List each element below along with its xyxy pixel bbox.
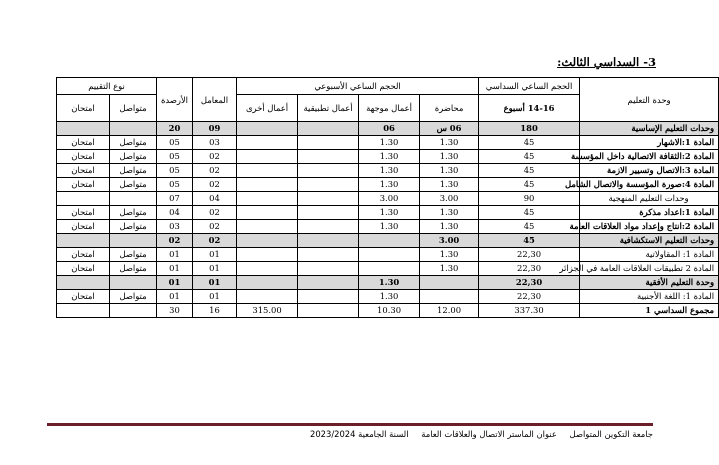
directed-hours: 1.30 (359, 136, 420, 150)
header-exam: امتحان (57, 95, 110, 122)
directed-hours: 1.30 (359, 206, 420, 220)
header-credits: الأرصدة (157, 78, 193, 122)
other-hours (237, 276, 298, 290)
table-body (57, 122, 719, 318)
lecture-hours: 1.30 (420, 262, 479, 276)
practical-hours (298, 234, 359, 248)
coefficient: 04 (193, 192, 237, 206)
row-name (580, 164, 719, 178)
subject-label: المادة 1: (681, 137, 715, 147)
directed-hours: 3.00 (359, 192, 420, 206)
row-name: المادة 2 تطبيقات العلاقات العامة في الجزائر (580, 262, 719, 276)
credits: 01 (157, 248, 193, 262)
total-row (57, 304, 719, 318)
header-weeks: 14-16 أسبوع (479, 95, 580, 122)
coefficient: 02 (193, 164, 237, 178)
credits: 05 (157, 164, 193, 178)
credits: 01 (157, 262, 193, 276)
other-hours (237, 220, 298, 234)
subject-name: الاشهار (657, 137, 682, 147)
row-name: وحدة التعليم الأفقية (580, 276, 719, 290)
subject-name: الثقافة الاتصالية داخل المؤسسة (570, 151, 682, 161)
exam-eval: امتحان (57, 178, 110, 192)
continuous-eval: متواصل (110, 220, 157, 234)
continuous-eval (110, 304, 157, 318)
header-evaluation: نوع التقييم (57, 78, 157, 95)
semester-hours: 22,30 (479, 262, 580, 276)
exam-eval: امتحان (57, 290, 110, 304)
subject-label: المادة 3: (681, 165, 715, 175)
lecture-hours: 1.30 (420, 220, 479, 234)
coefficient: 03 (193, 136, 237, 150)
footer-rule (47, 423, 653, 426)
practical-hours (298, 164, 359, 178)
exam-eval: امتحان (57, 150, 110, 164)
directed-hours (359, 234, 420, 248)
lecture-hours (420, 276, 479, 290)
coefficient: 01 (193, 262, 237, 276)
semester-hours: 45 (479, 206, 580, 220)
semester-hours: 180 (479, 122, 580, 136)
exam-eval (57, 276, 110, 290)
header-semester-volume: الحجم الساعي السداسي (479, 78, 580, 95)
directed-hours: 10.30 (359, 304, 420, 318)
page-footer (300, 429, 653, 439)
coefficient: 02 (193, 220, 237, 234)
semester-hours: 45 (479, 136, 580, 150)
directed-hours: 1.30 (359, 290, 420, 304)
table-row (57, 262, 719, 276)
row-name (569, 220, 719, 234)
directed-hours: 1.30 (359, 220, 420, 234)
continuous-eval: متواصل (110, 150, 157, 164)
coefficient: 02 (193, 150, 237, 164)
continuous-eval (110, 234, 157, 248)
other-hours (237, 262, 298, 276)
credits: 07 (157, 192, 193, 206)
credits: 05 (157, 178, 193, 192)
row-name: وحدات التعليم المنهجية (580, 192, 719, 206)
coefficient: 01 (193, 290, 237, 304)
continuous-eval: متواصل (110, 290, 157, 304)
other-hours (237, 122, 298, 136)
lecture-hours (420, 290, 479, 304)
row-name (565, 178, 719, 192)
table-row (57, 248, 719, 262)
continuous-eval: متواصل (110, 178, 157, 192)
subject-label: المادة 2: (681, 151, 715, 161)
exam-eval: امتحان (57, 136, 110, 150)
directed-hours (359, 262, 420, 276)
credits: 02 (157, 234, 193, 248)
practical-hours (298, 136, 359, 150)
credits: 30 (157, 304, 193, 318)
exam-eval (57, 122, 110, 136)
header-unit: وحدة التعليم (580, 78, 719, 122)
coefficient: 01 (193, 276, 237, 290)
lecture-hours: 1.30 (420, 136, 479, 150)
practical-hours (298, 192, 359, 206)
other-hours (237, 178, 298, 192)
practical-hours (298, 206, 359, 220)
practical-hours (298, 262, 359, 276)
subject-name: الاتصال وتسيير الازمة (607, 165, 682, 175)
lecture-hours: 1.30 (420, 150, 479, 164)
lecture-hours: 1.30 (420, 164, 479, 178)
row-name: مجموع السداسي 1 (580, 304, 719, 318)
exam-eval: امتحان (57, 206, 110, 220)
row-name (570, 150, 719, 164)
practical-hours (298, 276, 359, 290)
semester-hours: 45 (479, 220, 580, 234)
coefficient: 02 (193, 178, 237, 192)
continuous-eval: متواصل (110, 164, 157, 178)
exam-eval (57, 192, 110, 206)
table-row (57, 136, 719, 150)
curriculum-table (56, 77, 719, 318)
practical-hours (298, 150, 359, 164)
other-hours: 315.00 (237, 304, 298, 318)
section-row (57, 192, 719, 206)
credits: 01 (157, 290, 193, 304)
footer-year: السنة الجامعية 2023/2024 (310, 429, 409, 439)
table-row (57, 164, 719, 178)
row-name: وحدات التعليم الإساسية (580, 122, 719, 136)
continuous-eval (110, 122, 157, 136)
table-row (57, 178, 719, 192)
subject-label: المادة 1: (681, 207, 715, 217)
footer-master-title: عنوان الماستر الاتصال والعلاقات العامة (421, 429, 557, 439)
directed-hours: 1.30 (359, 276, 420, 290)
coefficient: 02 (193, 234, 237, 248)
exam-eval (57, 304, 110, 318)
section-row (57, 234, 719, 248)
other-hours (237, 164, 298, 178)
credits: 01 (157, 276, 193, 290)
lecture-hours: 1.30 (420, 178, 479, 192)
coefficient: 01 (193, 248, 237, 262)
credits: 05 (157, 150, 193, 164)
row-name (580, 206, 719, 220)
table-row (57, 206, 719, 220)
subject-name: صورة المؤسسة والاتصال الشامل (565, 179, 682, 189)
continuous-eval: متواصل (110, 262, 157, 276)
header-directed: أعمال موجهة (359, 95, 420, 122)
credits: 20 (157, 122, 193, 136)
subject-label: المادة 4: (681, 179, 715, 189)
semester-hours: 45 (479, 178, 580, 192)
header-coefficient: المعامل (193, 78, 237, 122)
directed-hours: 1.30 (359, 164, 420, 178)
lecture-hours: 06 س (420, 122, 479, 136)
practical-hours (298, 248, 359, 262)
directed-hours: 1.30 (359, 150, 420, 164)
credits: 03 (157, 220, 193, 234)
exam-eval: امتحان (57, 220, 110, 234)
row-name: وحدات التعليم الاستكشافية (580, 234, 719, 248)
table-row (57, 220, 719, 234)
practical-hours (298, 304, 359, 318)
exam-eval: امتحان (57, 248, 110, 262)
other-hours (237, 192, 298, 206)
semester-hours: 22,30 (479, 290, 580, 304)
continuous-eval: متواصل (110, 206, 157, 220)
exam-eval: امتحان (57, 164, 110, 178)
lecture-hours: 1.30 (420, 248, 479, 262)
continuous-eval: متواصل (110, 248, 157, 262)
semester-hours: 45 (479, 150, 580, 164)
directed-hours (359, 248, 420, 262)
semester-hours: 45 (479, 164, 580, 178)
semester-hours: 337.30 (479, 304, 580, 318)
semester-hours: 90 (479, 192, 580, 206)
row-name (580, 136, 719, 150)
credits: 05 (157, 136, 193, 150)
semester-hours: 45 (479, 234, 580, 248)
coefficient: 09 (193, 122, 237, 136)
continuous-eval: متواصل (110, 136, 157, 150)
lecture-hours: 3.00 (420, 234, 479, 248)
credits: 04 (157, 206, 193, 220)
other-hours (237, 234, 298, 248)
lecture-hours: 12.00 (420, 304, 479, 318)
coefficient: 02 (193, 206, 237, 220)
other-hours (237, 136, 298, 150)
header-practical: أعمال تطبيقية (298, 95, 359, 122)
other-hours (237, 248, 298, 262)
section-heading: 3- السداسي الثالث: (557, 55, 656, 69)
subject-name: اعداد مذكرة (639, 207, 682, 217)
lecture-hours: 3.00 (420, 192, 479, 206)
directed-hours: 1.30 (359, 178, 420, 192)
practical-hours (298, 220, 359, 234)
subject-name: انتاج وإعداد مواد العلاقات العامة (569, 221, 682, 231)
practical-hours (298, 178, 359, 192)
semester-hours: 22,30 (479, 248, 580, 262)
lecture-hours: 1.30 (420, 206, 479, 220)
section-row (57, 122, 719, 136)
header-weekly-volume: الحجم الساعي الأسبوعي (237, 78, 479, 95)
section-row (57, 276, 719, 290)
practical-hours (298, 290, 359, 304)
directed-hours: 06 (359, 122, 420, 136)
practical-hours (298, 122, 359, 136)
header-lecture: محاضرة (420, 95, 479, 122)
header-continuous: متواصل (110, 95, 157, 122)
semester-hours: 22,30 (479, 276, 580, 290)
table-row (57, 290, 719, 304)
coefficient: 16 (193, 304, 237, 318)
footer-university: جامعة التكوين المتواصل (569, 429, 653, 439)
other-hours (237, 206, 298, 220)
subject-label: المادة 2: (681, 221, 715, 231)
row-name: المادة 1: المقاولاتية (580, 248, 719, 262)
header-other: أعمال أخرى (237, 95, 298, 122)
table-row (57, 150, 719, 164)
exam-eval: امتحان (57, 262, 110, 276)
continuous-eval (110, 276, 157, 290)
row-name: المادة 1: اللغة الأجنبية (580, 290, 719, 304)
other-hours (237, 150, 298, 164)
other-hours (237, 290, 298, 304)
exam-eval (57, 234, 110, 248)
continuous-eval (110, 192, 157, 206)
